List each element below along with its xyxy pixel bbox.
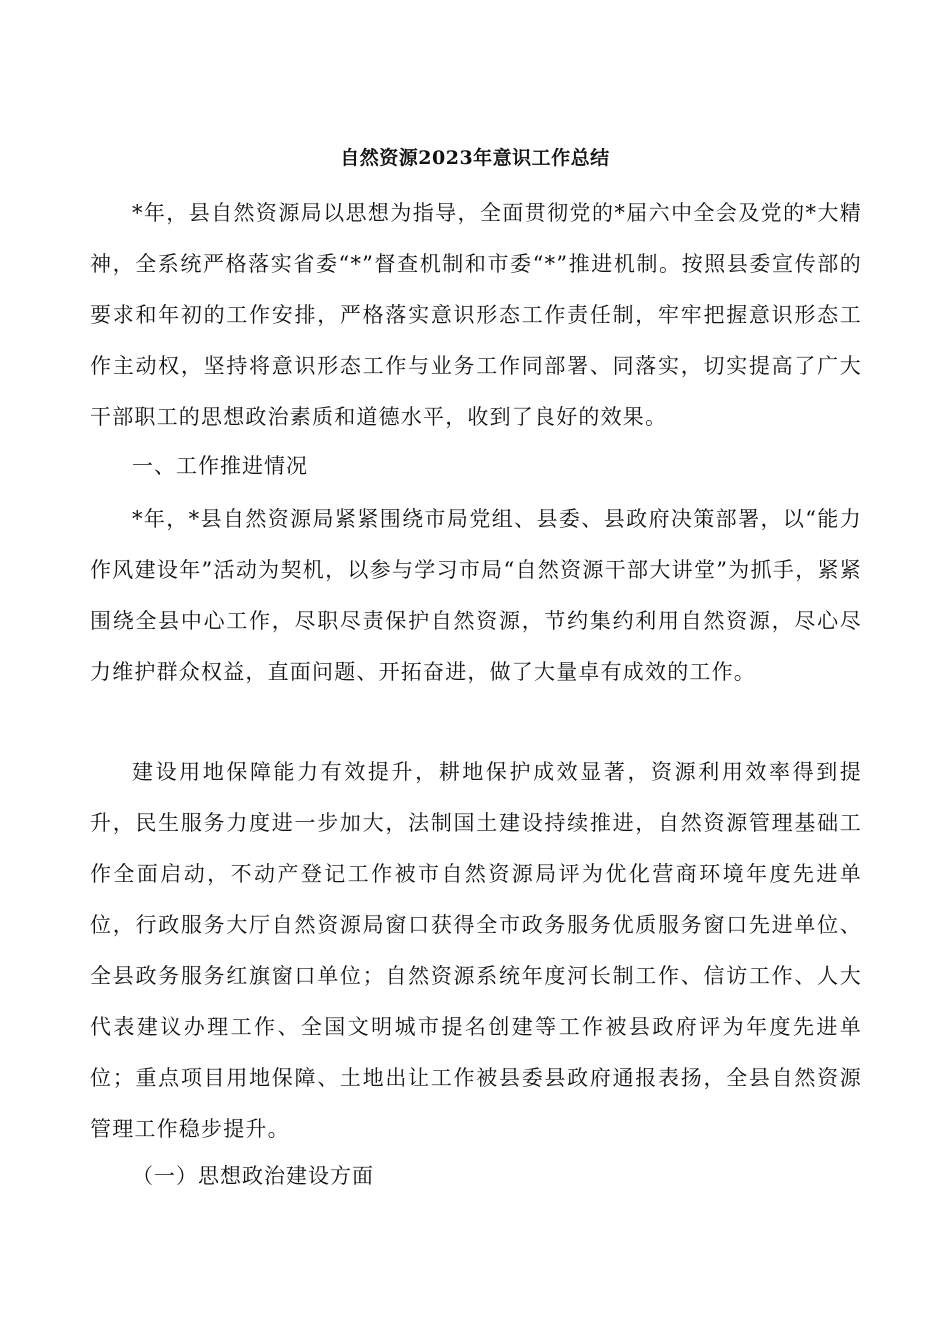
paragraph-achievements: 建设用地保障能力有效提升，耕地保护成效显著，资源利用效率得到提升，民生服务力度进一步加大，法制国土建设持续推进，自然资源管理基础工作全面启动，不动产登记工作被市自然资源局评为优化营商环境年度先进单位，行政服务大厅自然资源局窗口获得全市政务服务优质服务窗口先进单位、全县政务服务红旗窗口单位；自然资源系统年度河长制工作、信访工作、人大代表建议办理工作、全国文明城市提名创建等工作被县政府评为年度先进单位；重点项目用地保障、土地出让工作被县委县政府通报表扬，全县自然资源管理工作稳步提升。 <box>90 760 862 1141</box>
section-heading-work-progress: 一、工作推进情况 <box>132 454 308 478</box>
paragraph-intro: *年，县自然资源局以思想为指导，全面贯彻党的*届六中全会及党的*大精神，全系统严格落实省委“*”督查机制和市委“*”推进机制。按照县委宣传部的要求和年初的工作安排，严格落实意识形态工作责任制，牢牢把握意识形态工作主动权，坚持将意识形态工作与业务工作同部署、同落实，切实提高了广大干部职工的思想政治素质和道德水平，收到了良好的效果。 <box>90 201 862 429</box>
section-heading-political-construction: （一）思想政治建设方面 <box>132 1164 374 1188</box>
paragraph-work-progress: *年，*县自然资源局紧紧围绕市局党组、县委、县政府决策部署，以“能力作风建设年”活动为契机，以参与学习市局“自然资源干部大讲堂”为抓手，紧紧围绕全县中心工作，尽职尽责保护自然资源，节约集约利用自然资源，尽心尽力维护群众权益，直面问题、开拓奋进，做了大量卓有成效的工作。 <box>90 507 862 684</box>
document-title: 自然资源2023年意识工作总结 <box>340 147 610 169</box>
